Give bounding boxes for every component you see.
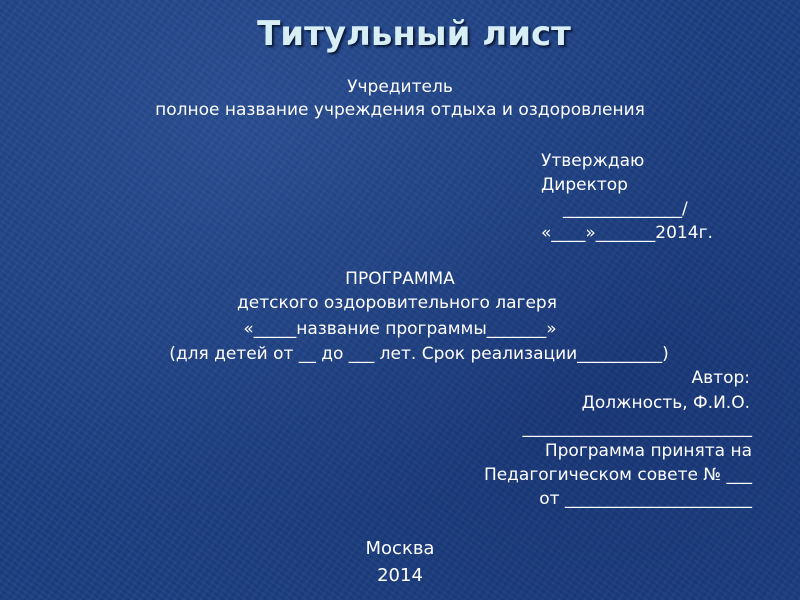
- acceptance-line-3: от ______________________: [539, 489, 752, 509]
- program-subtitle: детского оздоровительного лагеря: [237, 293, 557, 313]
- author-underline: ___________________________: [522, 418, 752, 438]
- approval-date-line: «____»_______2014г.: [541, 223, 713, 243]
- approval-text: Утверждаю: [541, 151, 645, 171]
- page-title: Титульный лист: [257, 14, 571, 54]
- program-name: «_____название программы_______»: [243, 319, 557, 339]
- footer-year: 2014: [377, 565, 423, 586]
- approval-position: Директор: [541, 175, 628, 195]
- acceptance-line-1: Программа принята на: [544, 441, 752, 461]
- author-position-name: Должность, Ф.И.О.: [581, 393, 750, 413]
- footer-city: Москва: [365, 538, 435, 559]
- founder-label: Учредитель: [347, 77, 453, 97]
- author-label: Автор:: [691, 368, 750, 388]
- acceptance-line-2: Педагогическом совете № ___: [483, 465, 752, 485]
- program-details: (для детей от __ до ___ лет. Срок реализации__________): [169, 344, 669, 364]
- approval-signature-line: ______________/: [563, 199, 688, 219]
- institution-name: полное название учреждения отдыха и оздоровления: [155, 100, 645, 120]
- program-heading: ПРОГРАММА: [345, 269, 455, 289]
